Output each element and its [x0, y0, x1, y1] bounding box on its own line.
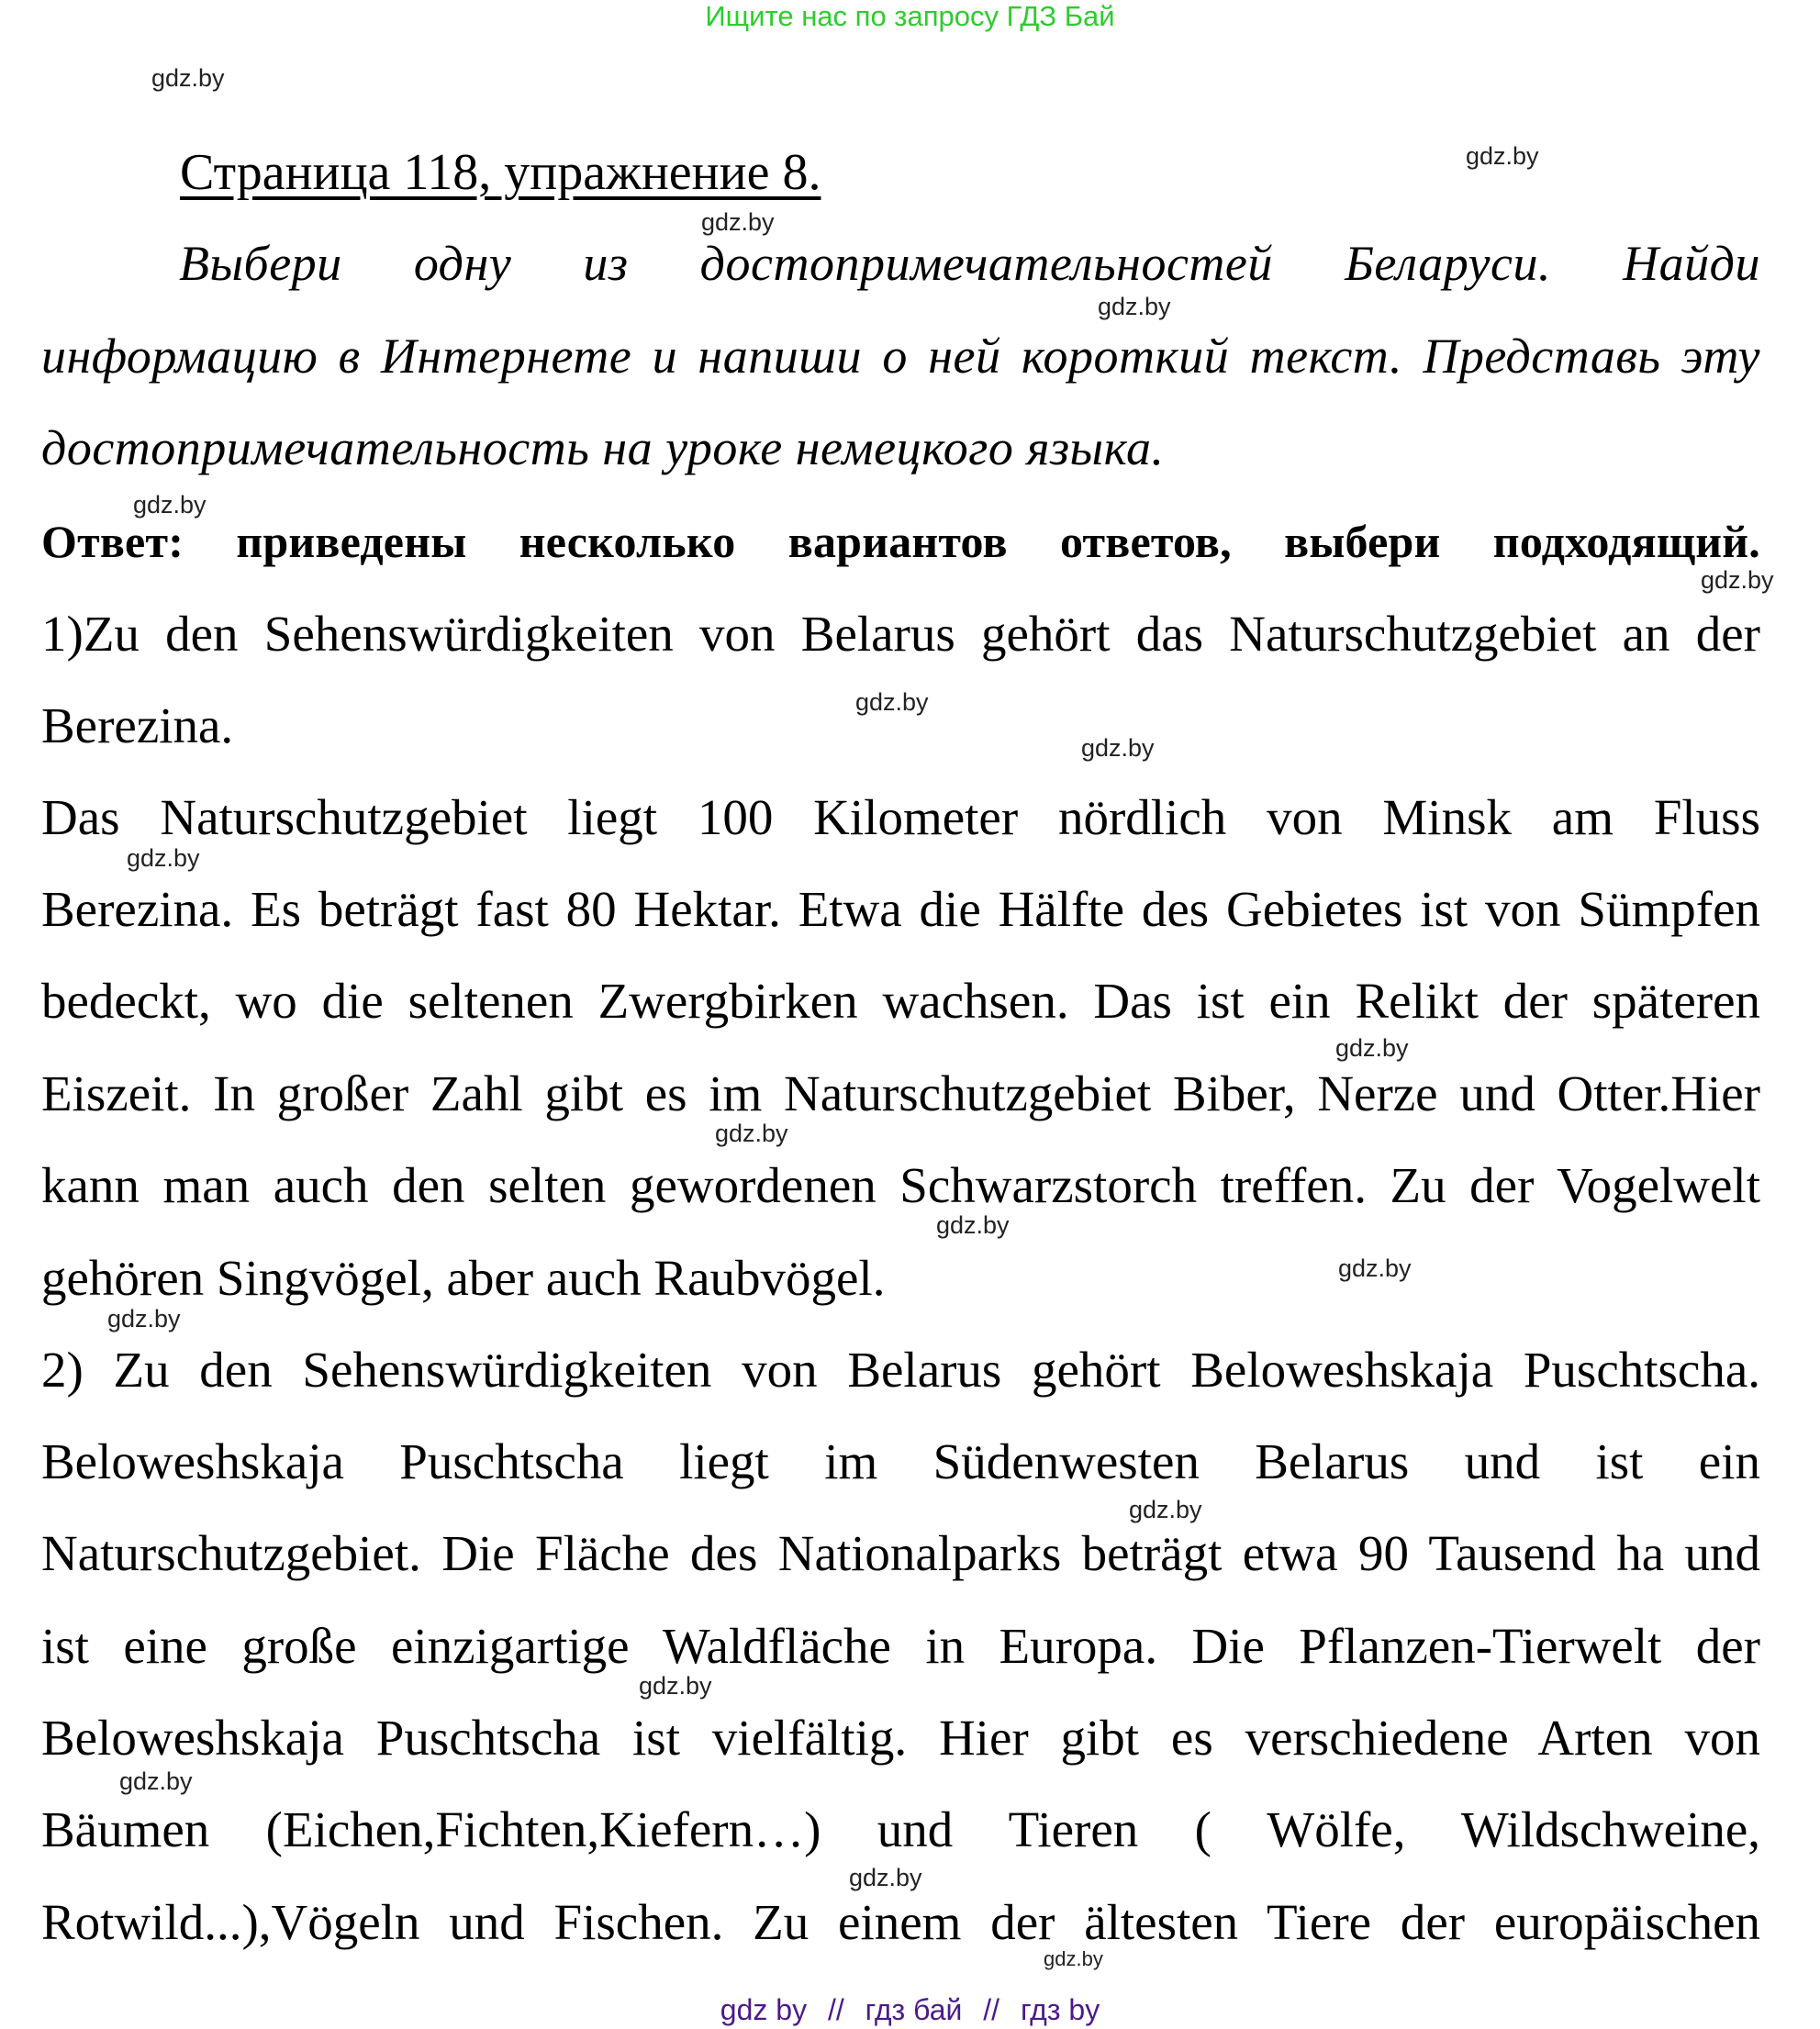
body-line: bedeckt, wo die seltenen Zwergbirken wachsen. Das ist ein Relikt der späteren	[41, 973, 1760, 1029]
body-line: Rotwild...),Vögeln und Fischen. Zu einem der ältesten Tiere der europäischen	[41, 1894, 1760, 1950]
body-line: Beloweshskaja Puschtscha liegt im Südenwesten Belarus und ist ein	[41, 1433, 1760, 1489]
body-line: ist eine große einzigartige Waldfläche in Europa. Die Pflanzen-Tierwelt der	[41, 1618, 1760, 1674]
watermark: gdz.by	[1129, 1496, 1202, 1523]
body-line: Eiszeit. In großer Zahl gibt es im Naturschutzgebiet Biber, Nerze und Otter.Hier	[41, 1065, 1760, 1121]
footer-link-gdz-by-cyr[interactable]: гдз by	[1020, 1993, 1100, 2026]
body-line: Bäumen (Eichen,Fichten,Kiefern…) und Tieren ( Wölfe, Wildschweine,	[41, 1801, 1760, 1857]
watermark: gdz.by	[701, 208, 775, 236]
body-line: kann man auch den selten gewordenen Schwarzstorch treffen. Zu der Vogelwelt	[41, 1157, 1760, 1213]
footer-link-gdz-by[interactable]: gdz by	[720, 1993, 808, 2026]
watermark: gdz.by	[715, 1120, 788, 1147]
body-line: Berezina. Es beträgt fast 80 Hektar. Etwa die Hälfte des Gebietes ist von Sümpfen	[41, 881, 1760, 937]
body-line: 1)Zu den Sehenswürdigkeiten von Belarus gehört das Naturschutzgebiet an der	[41, 606, 1760, 662]
body-line: Berezina.	[41, 697, 234, 753]
watermark: gdz.by	[107, 1305, 181, 1332]
task-line: информацию в Интернете и напиши о ней короткий текст. Представь эту	[41, 329, 1760, 384]
watermark: gdz.by	[1338, 1254, 1412, 1282]
watermark: gdz.by	[1335, 1034, 1409, 1062]
footer-links	[0, 1991, 1820, 2028]
watermark: gdz.by	[1044, 1947, 1103, 1970]
watermark: gdz.by	[119, 1767, 193, 1795]
footer-separator: //	[827, 1993, 844, 2026]
watermark: gdz.by	[133, 491, 207, 518]
body-line: Das Naturschutzgebiet liegt 100 Kilometer nördlich von Minsk am Fluss	[41, 789, 1760, 845]
task-line: достопримечательность на уроке немецкого языка.	[41, 420, 1165, 475]
footer-link-gdz-bai[interactable]: гдз бай	[865, 1993, 963, 2026]
watermark: gdz.by	[849, 1864, 922, 1891]
watermark: gdz.by	[1081, 734, 1155, 762]
watermark: gdz.by	[127, 844, 200, 872]
body-line: Naturschutzgebiet. Die Fläche des Nationalparks beträgt etwa 90 Tausend ha und	[41, 1525, 1760, 1581]
body-line: Beloweshskaja Puschtscha ist vielfältig. Hier gibt es verschiedene Arten von	[41, 1710, 1760, 1766]
watermark: gdz.by	[1466, 142, 1539, 170]
task-line: Выбери одну из достопримечательностей Беларуси. Найди	[179, 236, 1760, 291]
body-line: 2) Zu den Sehenswürdigkeiten von Belarus gehört Beloweshskaja Puschtscha.	[41, 1342, 1760, 1398]
watermark: gdz.by	[855, 688, 929, 716]
page-title: Страница 118, упражнение 8.	[180, 144, 821, 201]
watermark: gdz.by	[1098, 293, 1171, 320]
answer-heading: Ответ: приведены несколько вариантов ответов, выбери подходящий.	[41, 516, 1760, 567]
watermark: gdz.by	[936, 1211, 1010, 1239]
body-line: gehören Singvögel, aber auch Raubvögel.	[41, 1250, 886, 1306]
header-promo-text: Ищите нас по запросу ГДЗ Бай	[705, 0, 1115, 32]
watermark: gdz.by	[639, 1672, 712, 1700]
footer-separator: //	[983, 1993, 1000, 2026]
watermark: gdz.by	[151, 64, 225, 92]
watermark: gdz.by	[1701, 566, 1774, 594]
